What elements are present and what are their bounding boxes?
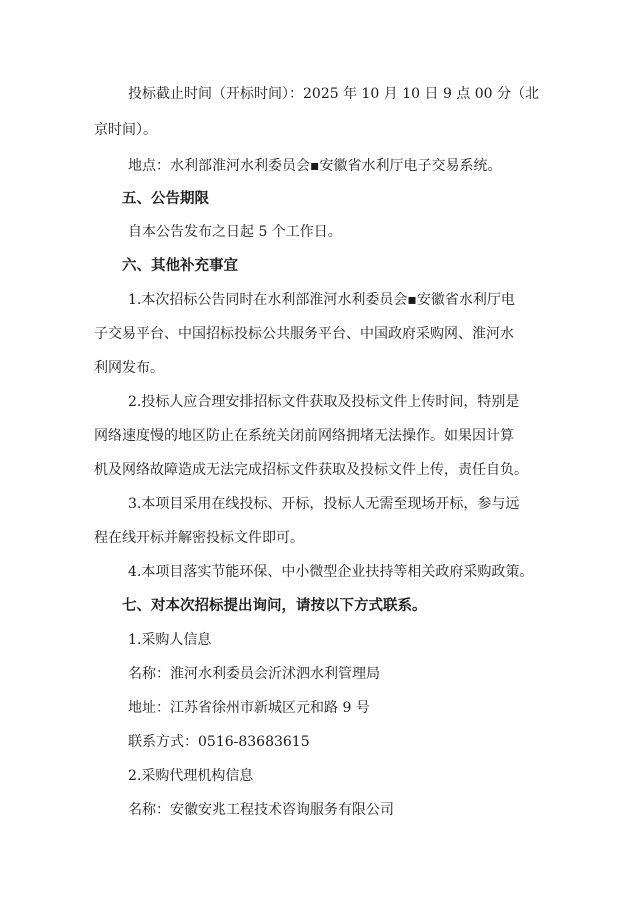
item-2-line-3: 机及网络故障造成无法完成招标文件获取及投标文件上传，责任自负。 xyxy=(94,462,528,478)
item-3-line-2: 程在线开标并解密投标文件即可。 xyxy=(94,530,304,546)
item-1-line-1: 1.本次招标公告同时在水利部淮河水利委员会▪安徽省水利厅电 xyxy=(128,292,515,308)
item-1-line-2: 子交易平台、中国招标投标公共服务平台、中国政府采购网、淮河水 xyxy=(94,326,514,342)
notice-period-line: 自本公告发布之日起 5 个工作日。 xyxy=(128,224,342,240)
section-heading-6: 六、其他补充事宜 xyxy=(122,258,238,274)
purchaser-name: 名称：淮河水利委员会沂沭泗水利管理局 xyxy=(128,666,380,682)
deadline-line-2: 京时间）。 xyxy=(94,122,157,138)
purchaser-info-heading: 1.采购人信息 xyxy=(128,632,212,648)
item-3-line-1: 3.本项目采用在线投标、开标，投标人无需至现场开标，参与远 xyxy=(128,496,520,512)
item-2-line-1: 2.投标人应合理安排招标文件获取及投标文件上传时间，特别是 xyxy=(128,394,520,410)
agency-info-heading: 2.采购代理机构信息 xyxy=(128,768,254,784)
section-heading-7: 七、对本次招标提出询问，请按以下方式联系。 xyxy=(122,598,427,614)
agency-name: 名称：安徽安兆工程技术咨询服务有限公司 xyxy=(128,802,394,818)
location-line: 地点：水利部淮河水利委员会▪安徽省水利厅电子交易系统。 xyxy=(128,158,502,174)
item-2-line-2: 网络速度慢的地区防止在系统关闭前网络拥堵无法操作。如果因计算 xyxy=(94,428,514,444)
purchaser-address: 地址：江苏省徐州市新城区元和路 9 号 xyxy=(128,700,370,716)
item-1-line-3: 利网发布。 xyxy=(94,360,164,376)
purchaser-contact: 联系方式：0516-83683615 xyxy=(128,734,310,750)
section-heading-5: 五、公告期限 xyxy=(122,191,209,207)
item-4-line: 4.本项目落实节能环保、中小微型企业扶持等相关政府采购政策。 xyxy=(128,564,534,580)
deadline-line-1: 投标截止时间（开标时间）：2025 年 10 月 10 日 9 点 00 分（北 xyxy=(128,86,540,102)
